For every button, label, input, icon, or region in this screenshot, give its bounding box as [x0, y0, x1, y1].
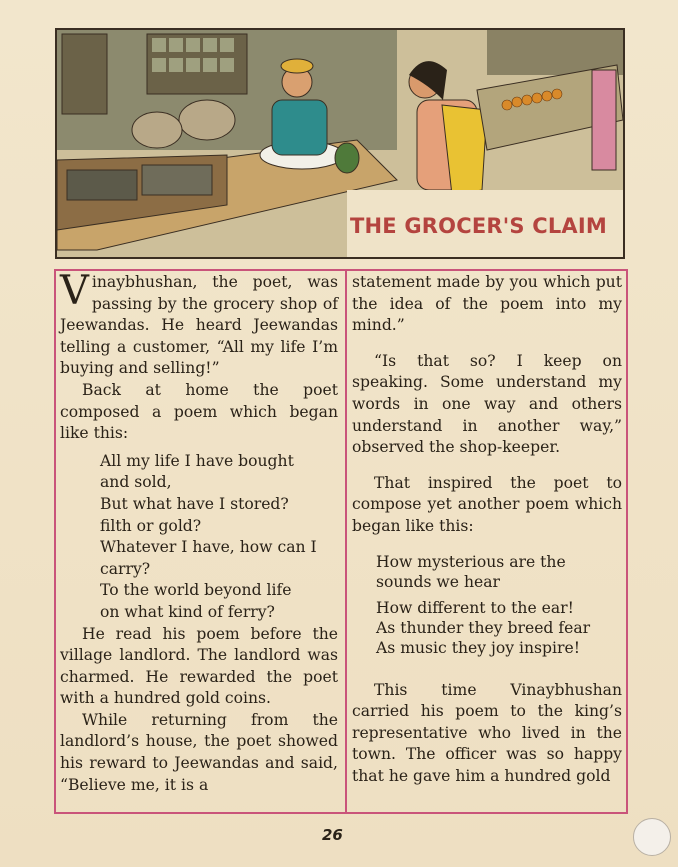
- column-divider: [345, 269, 347, 814]
- story-title: THE GROCER'S CLAIM: [350, 214, 607, 238]
- verse-line: and sold,: [100, 473, 172, 492]
- paragraph: That inspired the poet to compose yet another poem which began like this:: [352, 473, 622, 535]
- verse-line: filth or gold?: [100, 516, 202, 535]
- paragraph: statement made by you which put the idea of the poem into my mind.”: [352, 273, 622, 335]
- verse-line: As thunder they breed fear: [376, 618, 591, 637]
- paragraph: He read his poem before the village landlord. The landlord was charmed. He rewarded the poet with a hundred gold coins.: [60, 624, 338, 708]
- verse-line: But what have I stored?: [100, 494, 289, 513]
- verse-line: carry?: [100, 559, 151, 578]
- right-column: [352, 272, 622, 788]
- drop-cap: V: [60, 268, 89, 314]
- paragraph: Back at home the poet composed a poem which began like this:: [60, 380, 338, 443]
- paragraph: While returning from the landlord’s house, the poet showed his reward to Jeewandas and said, “Believe me, it is a: [60, 710, 338, 794]
- paragraph: [60, 268, 338, 380]
- verse-line: To the world beyond life: [100, 581, 292, 600]
- page-number: 26: [322, 826, 343, 844]
- left-column: [60, 268, 338, 796]
- verse-line: on what kind of ferry?: [100, 602, 275, 621]
- paragraph: This time Vinaybhushan carried his poem to the king’s representative who lived in the town. The officer was so happy that he gave him a hundred gold: [352, 680, 622, 785]
- verse-line: Whatever I have, how can I: [100, 538, 317, 557]
- paragraph-text: inaybhushan, the poet, was passing by the grocery shop of Jeewandas. He heard Jeewandas telling a customer, “All my life I’m buying and selling!”: [60, 273, 338, 378]
- verse-line: How mysterious are the: [376, 552, 566, 571]
- verse-line: All my life I have bought: [100, 451, 294, 470]
- library-stamp-icon: [633, 818, 671, 856]
- paragraph: “Is that so? I keep on speaking. Some understand my words in one way and others understand in another way,” observed the shop-keeper.: [352, 351, 622, 457]
- verse-line: How different to the ear!: [376, 598, 574, 617]
- verse-line: sounds we hear: [376, 572, 500, 591]
- verse-line: As music they joy inspire!: [376, 638, 580, 657]
